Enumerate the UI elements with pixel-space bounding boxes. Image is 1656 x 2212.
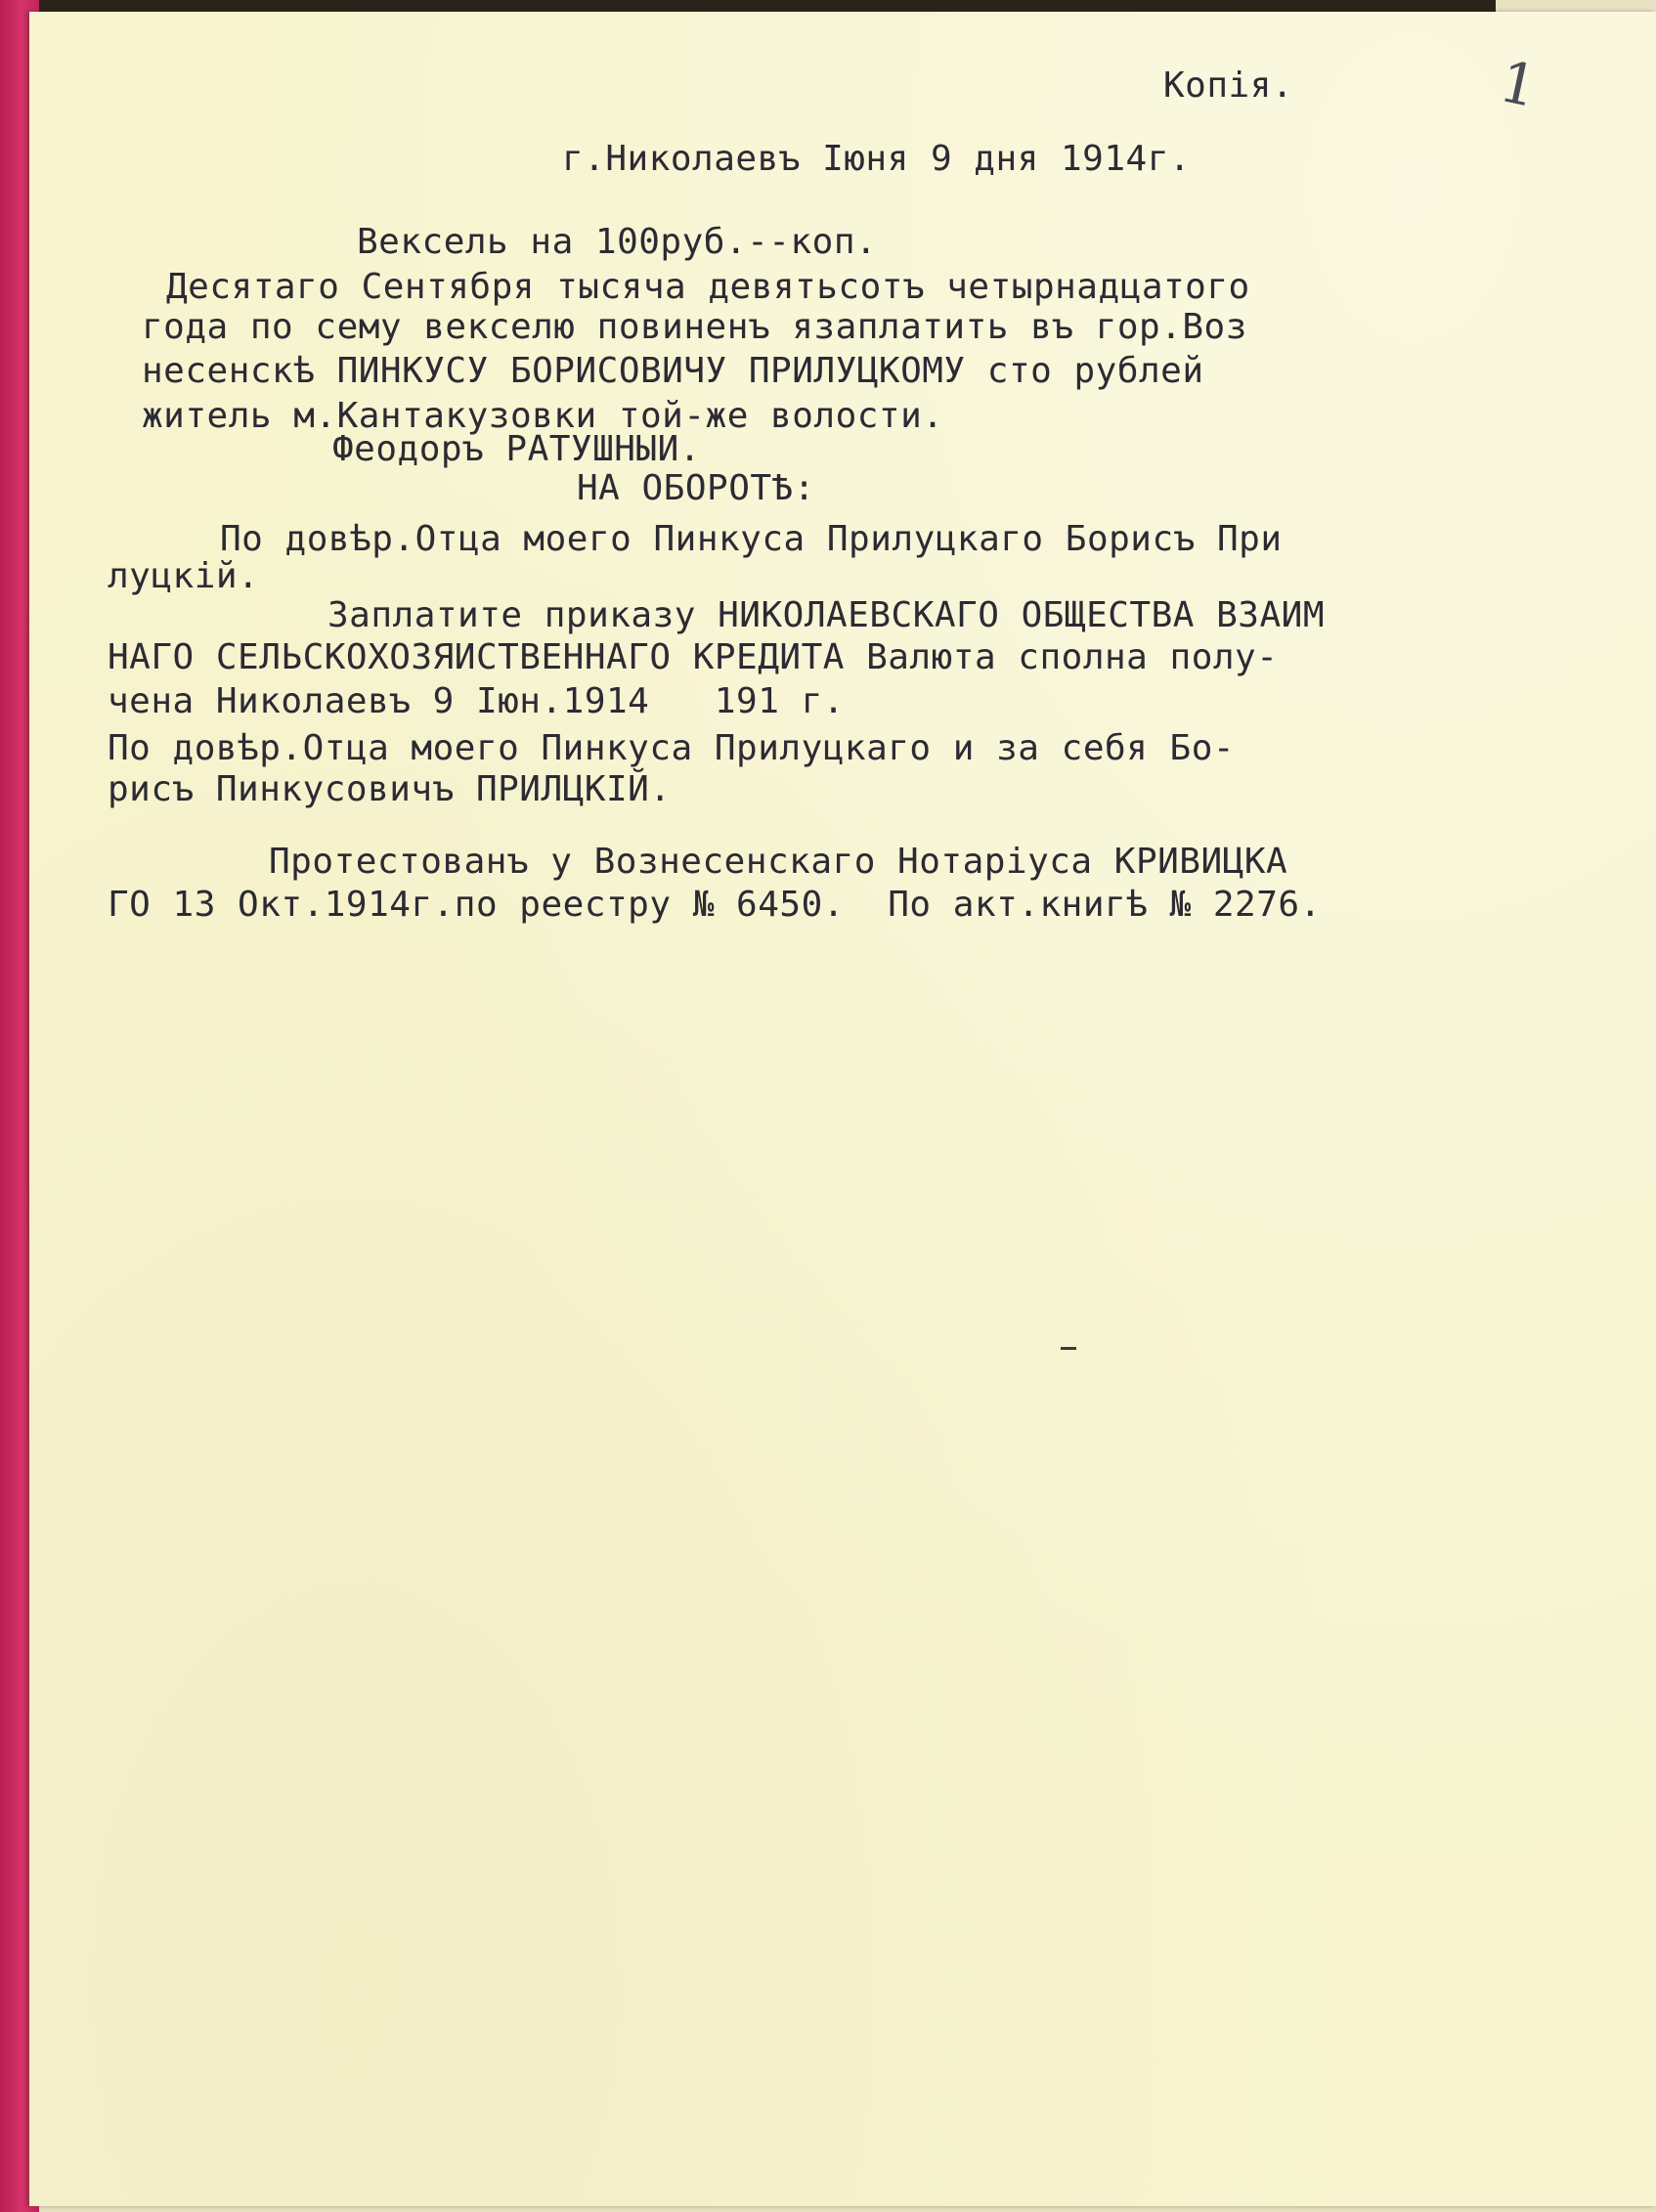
bill-title: Вексель на 100руб.--коп. [357,222,878,262]
page-number-handwritten: 1 [1494,47,1544,121]
drawer-signature: Феодоръ РАТУШНЫИ. [332,429,701,469]
payment-line: Заплатите приказу НИКОЛАЕВСКАГО ОБЩЕСТВА ВЗАИМ [327,595,1325,635]
endorsement-line: луцкій. [108,556,260,596]
stray-mark [1061,1347,1076,1350]
copy-label: Копія. [1163,65,1294,106]
document-page [29,12,1656,2206]
payment-line: НАГО СЕЛЬСКОХОЗЯИСТВЕННАГО КРЕДИТА Валюта сполна полу- [108,637,1279,677]
endorsement-line: По довѣр.Отца моего Пинкуса Прилуцкаго и за себя Бо- [108,728,1236,768]
protest-line: Протестованъ у Вознесенскаго Нотаріуса КРИВИЦКА [269,842,1288,882]
place-date-line: г.Николаевъ Іюня 9 дня 1914г. [562,139,1192,179]
bill-line: несенскѣ ПИНКУСУ БОРИСОВИЧУ ПРИЛУЦКОМУ сто рублей [142,351,1204,391]
bill-line: года по сему векселю повиненъ язаплатить въ гор.Воз [142,307,1247,347]
bill-line: Десятаго Сентября тысяча девятьсотъ четырнадцатого [166,267,1250,307]
payment-line: чена Николаевъ 9 Іюн.1914 191 г. [108,681,845,721]
protest-line: ГО 13 Окт.1914г.по реестру № 6450. По акт.книгѣ № 2276. [108,885,1322,925]
endorsement-line: По довѣр.Отца моего Пинкуса Прилуцкаго Борисъ При [220,519,1283,559]
bill-line: житель м.Кантакузовки той-же волости. [142,396,944,436]
endorsement-line: рисъ Пинкусовичъ ПРИЛЦКІЙ. [108,769,672,809]
reverse-heading: НА ОБОРОТѢ: [577,468,815,508]
